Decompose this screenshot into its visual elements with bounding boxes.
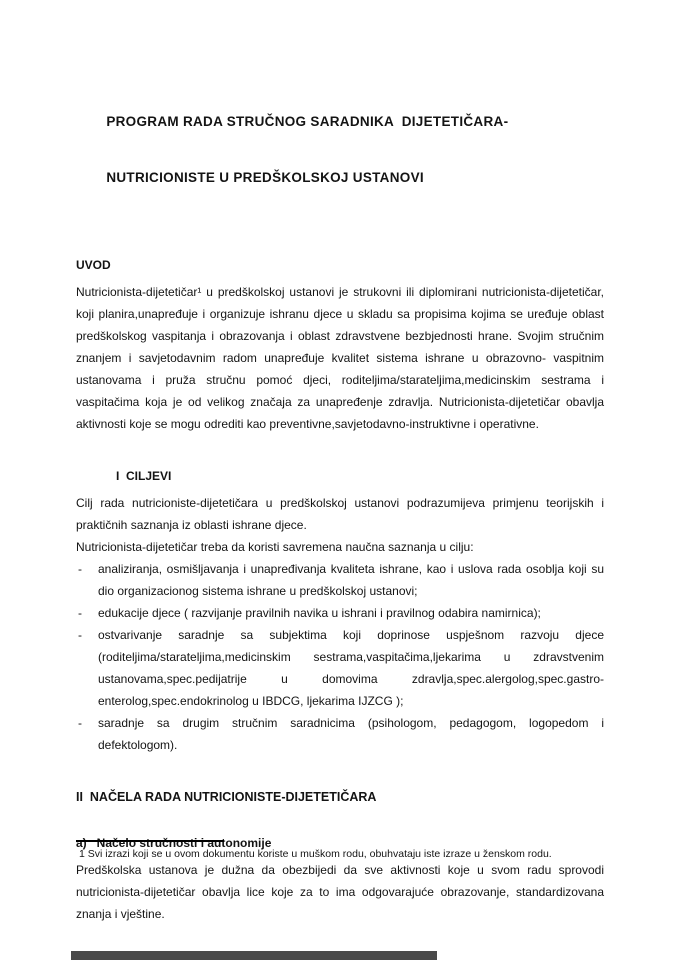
list-item: - analiziranja, osmišljavanja i unapređivanja kvaliteta ishrane, kao i uslova rada osoblja koji su dio organizacionog sistema ishrane u predškolskoj ustanovi; — [98, 558, 604, 602]
document-title — [76, 80, 604, 220]
bottom-bar — [71, 951, 437, 960]
document-title-line1: PROGRAM RADA STRUČNOG SARADNIKA DIJETETIČARA- — [106, 114, 509, 129]
nacela-paragraph: Predškolska ustanova je dužna da obezbijedi da sve aktivnosti koje u svom radu sprovodi nutricionista-dijetetičar obavlja lice koje za to ima odgovarajuće obrazovanje, standardizovana znanja i vještine. — [76, 863, 604, 921]
document-title-line2: NUTRICIONISTE U PREDŠKOLSKOJ USTANOVI — [106, 170, 424, 185]
section-heading-nacela: II NAČELA RADA NUTRICIONISTE-DIJETETIČARA — [76, 790, 377, 804]
footnote-separator — [76, 840, 224, 842]
list-item: - saradnje sa drugim stručnim saradnicima (psihologom, pedagogom, logopedom i defektologom). — [98, 712, 604, 756]
subsection-heading-a: a) Načelo stručnosti i autonomije — [76, 836, 272, 850]
ciljevi-intro-line2: Nutricionista-dijetetičar treba da koristi savremena naučna saznanja u cilju: — [76, 540, 474, 554]
footnote-text: 1 Svi izrazi koji se u ovom dokumentu koriste u muškom rodu, obuhvataju iste izraze u ženskom rodu. — [79, 848, 552, 860]
goals-list — [76, 558, 604, 756]
list-item: - ostvarivanje saradnje sa subjektima koji doprinose uspješnom razvoju djece (roditeljima/starateljima,medicinskim sestrama,vaspitačima,ljekarima u zdravstvenim ustanovama,spec.pedijatrije u domovima zdravlja,spec.alergolog,spec.gastro-enterolog,spec.endokrinolog u IBDCG, ljekarima IJZCG ); — [98, 624, 604, 712]
uvod-paragraph: Nutricionista-dijetetičar¹ u predškolskoj ustanovi je strukovni ili diplomirani nutricionista-dijetetičar, koji planira,unapređuje i organizuje ishranu djece u skladu sa propisima kojima se uređuje oblast predškolskog vaspitanja i obrazovanja i oblast zdravstvene bezbjednosti hrane. Svojim stručnim znanjem i savjetodavnim radom unapređuje kvalitet sistema ishrane u obrazovno- vaspitnim ustanovama i pruža stručnu pomoć djeci, roditeljima/starateljima,medicinskim sestrama i vaspitačima koja je od velikog značaja za unapređenje zdravlja. Nutricionista-dijetetičar obavlja aktivnosti koje se mogu odrediti kao preventivne,savjetodavno-instruktivne i operativne. — [76, 285, 604, 431]
footnote-area — [76, 840, 604, 862]
list-item: - edukacije djece ( razvijanje pravilnih navika u ishrani i pravilnog odabira namirnica); — [98, 602, 604, 624]
document-content — [76, 80, 604, 925]
ciljevi-intro-paragraph: Cilj rada nutricioniste-dijetetičara u predškolskoj ustanovi podrazumijeva primjenu teorijskih i praktičnih saznanja iz oblasti ishrane djece. — [76, 496, 604, 532]
section-heading-ciljevi: I CILJEVI — [116, 469, 172, 483]
section-heading-uvod: UVOD — [76, 258, 111, 272]
